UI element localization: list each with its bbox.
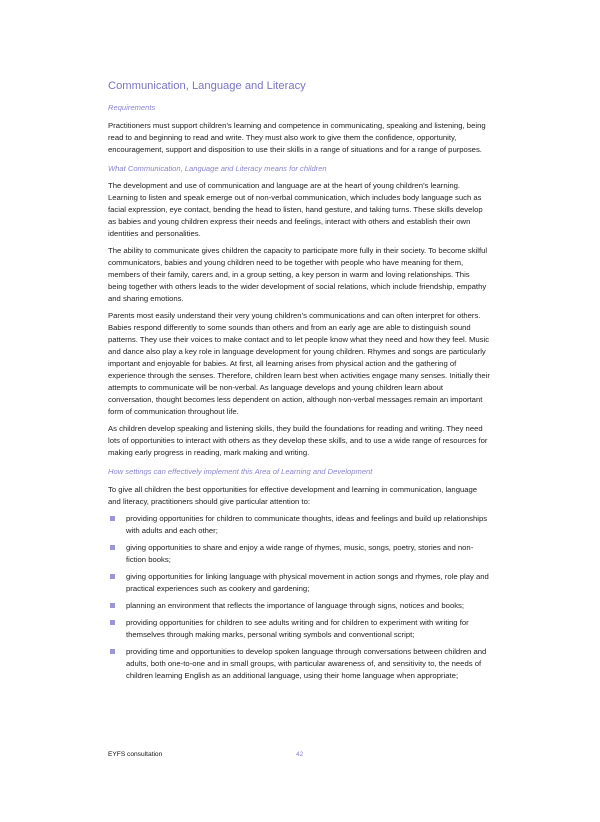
- list-item: [108, 646, 490, 682]
- footer-page-number: 42: [296, 751, 304, 758]
- settings-heading: How settings can effectively implement this Area of Learning and Development: [108, 467, 373, 477]
- document-page: [108, 80, 490, 687]
- list-item: [108, 617, 490, 641]
- settings-intro: To give all children the best opportunities for effective development and learning in communication, language and literacy, practitioners should give particular attention to:: [108, 484, 478, 506]
- list-item-text: planning an environment that reflects the importance of language through signs, notices and books;: [126, 600, 465, 610]
- bullet-square-icon: [110, 545, 115, 550]
- bullet-square-icon: [110, 516, 115, 521]
- requirements-heading: Requirements: [108, 103, 156, 113]
- bullet-square-icon: [110, 574, 115, 579]
- means-heading: What Communication, Language and Literacy means for children: [108, 163, 327, 173]
- means-paragraph-3: Parents most easily understand their very young children’s communications and can often interpret for others. Babies respond differently to some sounds than others and from an early age are able to distinguish sound patterns. They use their voices to make contact and to let people know what they need and how they feel. Music and dance also play a key role in language development for young children. Rhymes and songs are particularly important and enjoyable for babies. At first, all learning arises from physical action and the gathering of experience through the senses. Therefore, children learn best when activities engage many senses. Initially their attempts to communicate will be non-verbal. As language develops and young children learn about conversation, thought becomes less dependent on action, although non-verbal messages remain an important form of communication throughout life.: [108, 311, 490, 417]
- means-paragraph-2: The ability to communicate gives children the capacity to participate more fully in their society. To become skilful communicators, babies and young children need to be together with people who have meaning for them, members of their family, carers and, in a group setting, a key person in warm and loving relationships. This being together with others leads to the wider development of social relations, which include friendship, empathy and sharing emotions.: [108, 246, 488, 304]
- page-title: Communication, Language and Literacy: [108, 80, 306, 92]
- bullet-square-icon: [110, 603, 115, 608]
- footer-document-name: EYFS consultation: [108, 751, 163, 758]
- list-item-text: giving opportunities to share and enjoy a wide range of rhymes, music, songs, poetry, stories and non-fiction books;: [126, 542, 474, 564]
- list-item-text: providing opportunities for children to see adults writing and for children to experiment with writing for themselves through making marks, personal writing symbols and conventional script;: [126, 617, 469, 639]
- list-item: [108, 571, 490, 595]
- means-paragraph-4: As children develop speaking and listening skills, they build the foundations for reading and writing. They need lots of opportunities to interact with others as they develop these skills, and to use a wide range of resources for making early progress in reading, mark making and writing.: [108, 424, 488, 458]
- requirements-paragraph: Practitioners must support children’s learning and competence in communicating, speaking and listening, being read to and beginning to read and write. They must also work to give them the confidence, opportunity, encouragement, support and disposition to use their skills in a range of situations and for a range of purposes.: [108, 120, 486, 154]
- list-item: [108, 600, 490, 612]
- bullet-square-icon: [110, 620, 115, 625]
- list-item-text: giving opportunities for linking language with physical movement in action songs and rhymes, role play and practical experiences such as cookery and gardening;: [126, 571, 489, 593]
- list-item: [108, 542, 490, 566]
- list-item: [108, 513, 490, 537]
- list-item-text: providing time and opportunities to develop spoken language through conversations between children and adults, both one-to-one and in small groups, with particular awareness of, and sensitivity to, the needs of children learning English as an additional language, using their home language when appropriate;: [126, 646, 487, 680]
- bullet-square-icon: [110, 649, 115, 654]
- means-paragraph-1: The development and use of communication and language are at the heart of young children’s learning. Learning to listen and speak emerge out of non-verbal communication, which includes body language such as facial expression, eye contact, bending the head to listen, hand gesture, and taking turns. These skills develop as babies and young children express their needs and feelings, interact with others and establish their own identities and personalities.: [108, 181, 483, 239]
- list-item-text: providing opportunities for children to communicate thoughts, ideas and feelings and build up relationships with adults and each other;: [126, 513, 488, 535]
- settings-bullet-list: [108, 513, 490, 682]
